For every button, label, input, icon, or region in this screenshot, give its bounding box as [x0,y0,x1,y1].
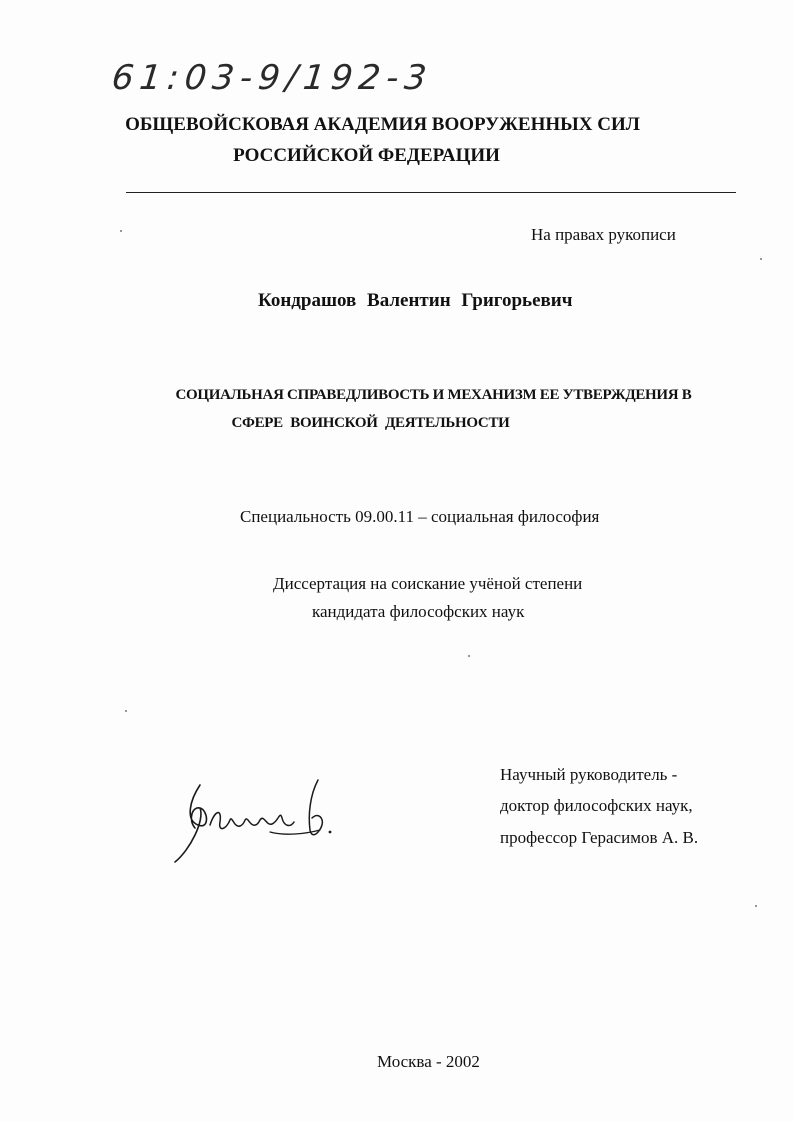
supervisor-degree: доктор философских наук, [500,796,693,815]
thesis-title-line1: СОЦИАЛЬНАЯ СПРАВЕДЛИВОСТЬ И МЕХАНИЗМ ЕЕ УТВЕРЖДЕНИЯ В [175,387,692,403]
scan-speck [760,258,762,260]
scan-speck [120,230,122,232]
author-name: Кондрашов Валентин Григорьевич [258,290,573,311]
signature-handwritten [170,770,350,870]
specialty-line: Специальность 09.00.11 – социальная философия [240,507,600,526]
archive-code-handwritten: 61:03-9/192-3 [109,58,435,98]
scan-speck [755,905,757,907]
supervisor-name: профессор Герасимов А. В. [500,828,699,847]
rights-note: На правах рукописи [531,225,676,244]
supervisor-role: Научный руководитель - [500,765,678,784]
header-divider [126,192,736,193]
scan-speck [125,710,127,712]
city-year: Москва - 2002 [377,1052,480,1071]
institution-name-line1: ОБЩЕВОЙСКОВАЯ АКАДЕМИЯ ВООРУЖЕННЫХ СИЛ [125,114,640,135]
thesis-title-line2: СФЕРЕ ВОИНСКОЙ ДЕЯТЕЛЬНОСТИ [231,415,510,431]
degree-line2: кандидата философских наук [312,602,525,621]
scan-speck [468,655,470,657]
institution-name-line2: РОССИЙСКОЙ ФЕДЕРАЦИИ [233,145,500,166]
degree-line1: Диссертация на соискание учёной степени [273,574,583,593]
